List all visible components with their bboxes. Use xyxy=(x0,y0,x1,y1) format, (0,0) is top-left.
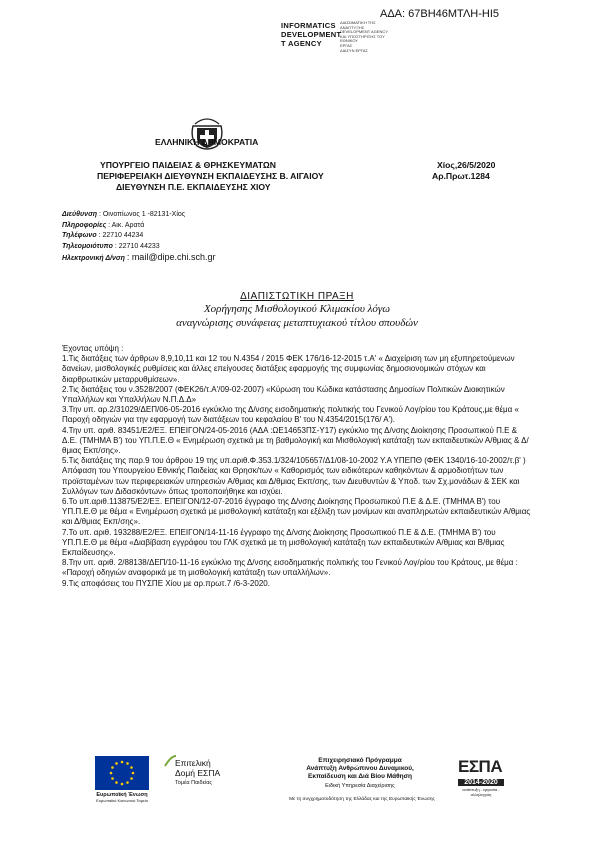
contact-label: Διεύθυνση xyxy=(62,211,97,218)
epitel-swoosh-icon xyxy=(163,754,177,768)
epitel-text: Επιτελική xyxy=(175,758,211,768)
eu-star xyxy=(121,783,124,786)
eu-label-text: Ευρωπαϊκή Ένωση xyxy=(96,792,148,798)
title-line: αναγνώρισης συνάφειας μεταπτυχιακού τίτλου σπουδών xyxy=(176,317,418,329)
document-title xyxy=(100,291,494,330)
eu-star xyxy=(130,777,133,780)
body-paragraph: Έχοντας υπόψη : xyxy=(62,344,124,353)
eu-star xyxy=(130,766,133,769)
programme-line: Ειδική Υπηρεσία Διαχείρισης xyxy=(325,782,395,789)
body-paragraph: 5.Τις διατάξεις της παρ.9 του άρθρου 19 της υπ.αριθ.Φ.353.1/324/105657/Δ1/08-10-2002 Υ.Α ΥΠΕΠΘ (ΦΕΚ 1340/16-10-2002/τ.β' ) Απόφαση του Υπουργείου Εθνικής Παιδείας και Θρησκ/των « Καθορισμός των ειδικότερων καθηκόντων & αρμοδιοτήτων των προϊσταμένων των περιφερειακών υπηρεσιών Α/θμιας και Δ/θμιας Εκπ/σης, των Διευθυντών & Υποδ. των Σχ.μονάδων & ΣΕΚ και Συλλόγων των Διδασκόντων» όπως τροποποιήθηκε και ισχύει. xyxy=(62,456,526,496)
contact-label: Ηλεκτρονική Δ/νση xyxy=(62,255,125,262)
regional-directorate: ΠΕΡΙΦΕΡΕΙΑΚΗ ΔΙΕΥΘΥΝΣΗ ΕΚΠΑΙΔΕΥΣΗΣ Β. ΑΙΓΑΙΟΥ xyxy=(97,171,324,181)
espa-text: ΕΣΠΑ xyxy=(458,757,503,776)
protocol-number: Αρ.Πρωτ.1284 xyxy=(432,171,490,181)
body-paragraph: 1.Τις διατάξεις των άρθρων 8,9,10,11 και 12 του Ν.4354 / 2015 ΦΕΚ 176/16-12-2015 τ.Α' « Διαχείριση των μη εξυπηρετούμενων δανείων, μισθολογικές ρυθμίσεις και άλλες επείγουσες διατάξεις εφαρμογής της συμφωνίας δημοσιονομικών στόχων και διαρθρωτικών μεταρρυθμίσεων». xyxy=(62,354,515,384)
country-name: ΕΛΛΗΝΙΚΗ ΔΗΜΟΚΡΑΤΙΑ xyxy=(155,137,259,147)
eu-star xyxy=(126,781,129,784)
agency-logo-line: INFORMATICS xyxy=(281,21,336,30)
ada-code: ΑΔΑ: 67ΒΗ46ΜΤΛΗ-ΗΙ5 xyxy=(380,8,500,20)
agency-logo-small-line: ΑΝΑΠΤΥΞΗΣ xyxy=(340,24,365,30)
contact-value: : 22710 44233 xyxy=(114,242,160,250)
agency-logo-line: DEVELOPMENT xyxy=(281,30,342,39)
body-paragraph: 2.Τις διατάξεις του ν.3528/2007 (ΦΕΚ26/τ.Α'/09-02-2007) «Κύρωση του Κώδικα κατάστασης Δημοσίων Πολιτικών Διοικητικών Υπαλλήλων και Υπαλλήλων Ν.Π.Δ.Δ» xyxy=(62,384,505,405)
eu-star xyxy=(126,762,129,765)
cofinancing-note: Με τη συγχρηματοδότηση της Ελλάδας και της Ευρωπαϊκής Ένωσης xyxy=(289,797,435,802)
body-paragraph: 8.Την υπ. αριθ. 2/88138/ΔΕΠ/10-11-16 εγκύκλιο της Δ/νσης εισοδηματικής πολιτικής του Γενικού Λογ/ρίου του Κράτους, με θέμα : «Παροχή οδηγιών αναφορικά με τη μισθολογική κατάταξη των υπαλλήλων». xyxy=(62,558,518,578)
agency-logo-small-line: DEVELOPMENT AGENCY xyxy=(340,29,388,35)
espa-years: 2014-2020 xyxy=(458,779,504,786)
contact-row xyxy=(62,242,215,253)
contact-row xyxy=(62,221,215,232)
eu-star xyxy=(115,762,118,765)
agency-logo-small-line: ΕΘΝΙΚΟΥ xyxy=(340,38,358,44)
agency-logo-small-text xyxy=(340,21,388,53)
ministry-name: ΥΠΟΥΡΓΕΙΟ ΠΑΙΔΕΙΑΣ & ΘΡΗΣΚΕΥΜΑΤΩΝ xyxy=(100,160,276,170)
agency-logo-text xyxy=(281,21,341,48)
directorate-name: ΔΙΕΥΘΥΝΣΗ Π.Ε. ΕΚΠΑΙΔΕΥΣΗΣ ΧΙΟΥ xyxy=(116,182,271,192)
title-main: ΔΙΑΠΙΣΤΩΤΙΚΗ ΠΡΑΞΗ xyxy=(240,291,354,302)
eu-star xyxy=(111,777,114,780)
agency-logo-small-line: ΔΙΑΣΩΜΑΤΙΚΗ ΤΗΣ xyxy=(340,20,376,25)
eu-flag-icon xyxy=(95,756,149,790)
programme-line: Εκπαίδευση και Διά Βίου Μάθηση xyxy=(307,773,413,781)
epitel-text: Δομή ΕΣΠΑ xyxy=(175,768,221,778)
contact-row xyxy=(62,210,215,221)
eu-label xyxy=(90,792,154,804)
contact-label: Πληροφορίες xyxy=(62,221,107,229)
agency-logo-small-line: ΕΡΓΑΣ xyxy=(340,42,353,48)
place-date: Χίος,26/5/2020 xyxy=(437,160,496,170)
contact-label: Τηλεομοιότυπο xyxy=(62,242,113,250)
epitel-logo xyxy=(175,758,220,788)
eu-star xyxy=(111,766,114,769)
eu-star xyxy=(121,761,124,764)
agency-logo-small-line: ΔΙΑΣΥΝ ΕΡΓΑΣ xyxy=(340,47,368,53)
body-paragraph: 4.Την υπ. αριθ. 83451/Ε2/ΕΞ. ΕΠΕΙΓΟΝ/24-05-2016 (ΑΔΑ :ΩΕ14653ΠΣ-Υ17) εγκύκλιο της Δ/νσης Διοίκησης Προσωπικού Π.Ε & Δ.Ε. (ΤΜΗΜΑ Β') του ΥΠ.Π.Ε.Θ « Ενημέρωση σχετικά με τη βαθμολογική και Μισθολογική κατάταξη των εκπαιδευτικών Α/θμιας & Δ/θμιας Εκπ/σης». xyxy=(62,425,529,456)
agency-logo-small-line: ΚΑΙ ΥΠΟΣΤΗΡΙΞΗΣ ΤΟΥ xyxy=(340,33,385,39)
epitel-sub-text: Τομέα Παιδείας xyxy=(175,780,213,786)
operational-programme xyxy=(270,757,450,790)
espa-logo xyxy=(458,757,504,797)
body-paragraph: 6.Το υπ.αριθ.113875/Ε2/ΕΞ. ΕΠΕΙΓΟΝ/12-07-2016 έγγραφο της Δ/νσης Διοίκησης Προσωπικού Π.Ε & Δ.Ε. (ΤΜΗΜΑ Β') του ΥΠ.Π.Ε.Θ με θέμα « Ενημέρωση σχετικά με μισθολογική κατάταξη και εξέλιξη των μονίμων και αναπληρωτών εκπαιδευτικών Α/θμιας και Δ/θμιας Εκπ/σης». xyxy=(62,497,531,527)
contact-value: : Οινοπίωνος 1 -82131-Χίος xyxy=(98,211,186,218)
eu-star xyxy=(110,772,113,775)
contact-details xyxy=(62,210,215,265)
agency-logo-line: T AGENCY xyxy=(281,39,322,48)
document-body xyxy=(62,344,532,589)
body-paragraph: 7.Το υπ. αριθ. 193288/Ε2/ΕΞ. ΕΠΕΙΓΟΝ/14-11-16 έγγραφο της Δ/νσης Διοίκησης Προσωπικού Π.Ε & Δ.Ε. (ΤΜΗΜΑ Β') του ΥΠ.Π.Ε.Θ με θέμα «Διαβίβαση εγγράφου του ΓΛΚ σχετικά με τη μισθολογική κατάταξη των εκπαιδευτικών Α/θμιας και Β/θμιας Εκπαίδευσης». xyxy=(62,527,505,558)
email-link[interactable]: : mail@dipe.chi.sch.gr xyxy=(126,252,216,262)
contact-value: : Αικ. Αρατά xyxy=(108,221,145,229)
contact-row xyxy=(62,252,215,265)
eu-star xyxy=(115,781,118,784)
programme-line: Επιχειρησιακό Πρόγραμμα xyxy=(318,757,402,764)
body-paragraph: 3.Την υπ. αρ.2/31029/ΔΕΠ/06-05-2016 εγκύκλιο της Δ/νσης εισοδηματικής πολιτικής του Γενικού Λογ/ρίου του Κράτους,με θέμα « Παροχή οδηγιών για την εφαρμογή των διατάξεων του κεφαλαίου Β' του Ν.4354/2015(176/ Α'). xyxy=(62,405,519,425)
contact-value: : 22710 44234 xyxy=(98,232,144,239)
contact-label: Τηλέφωνο xyxy=(62,232,97,239)
contact-row xyxy=(62,231,215,242)
title-line: Χορήγησης Μισθολογικού Κλιμακίου λόγω xyxy=(203,303,391,315)
eu-sub-text: Ευρωπαϊκό Κοινωνικό Ταμείο xyxy=(96,798,148,803)
programme-line: Ανάπτυξη Ανθρώπινου Δυναμικού, xyxy=(306,765,414,773)
espa-slogan: ανάπτυξη - εργασία - αλληλεγγύη xyxy=(462,787,500,797)
eu-star xyxy=(132,772,135,775)
body-paragraph: 9.Τις αποφάσεις του ΠΥΣΠΕ Χίου με αρ.πρωτ.7 /6-3-2020. xyxy=(62,578,270,588)
